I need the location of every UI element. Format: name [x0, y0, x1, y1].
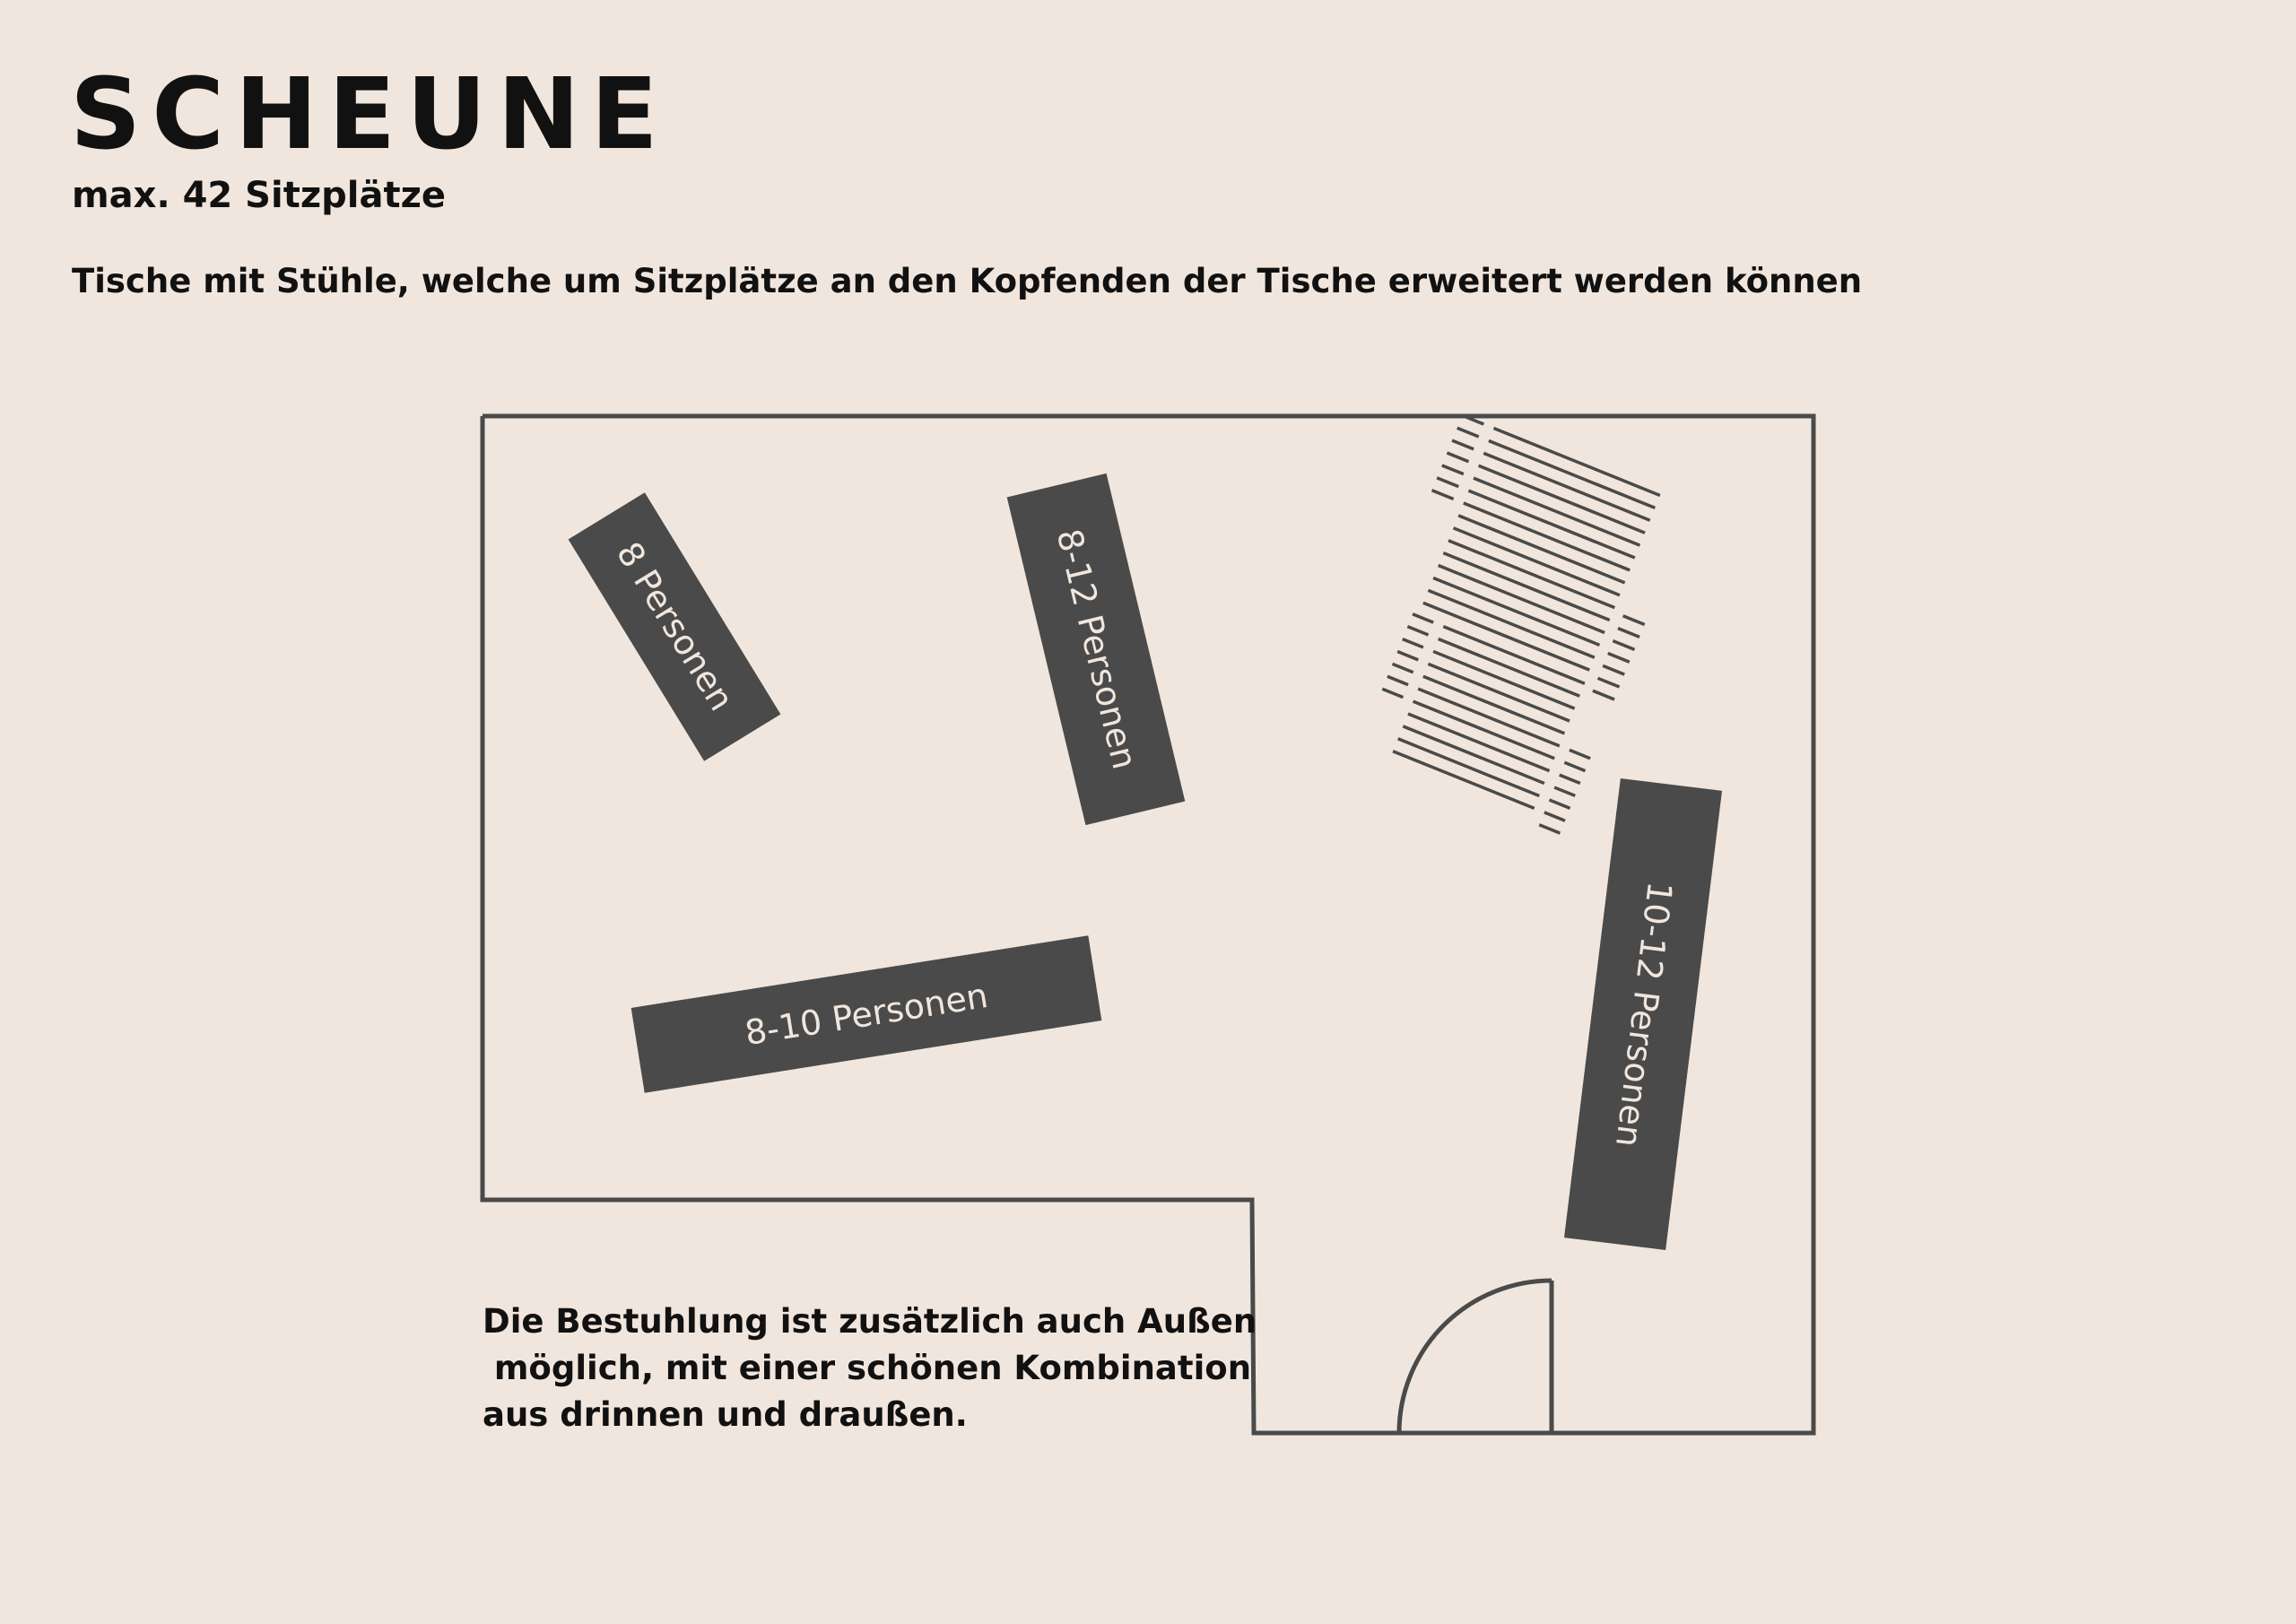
table-label: 8-10 Personen	[742, 975, 991, 1054]
capacity-label: max. 42 Sitzplätze	[72, 175, 446, 216]
table-label: 8 Personen	[608, 534, 742, 718]
table-label: 10-12 Personen	[1608, 879, 1680, 1150]
stacked-tables-chairs	[1357, 415, 1692, 833]
table-8-10-personen	[631, 935, 1102, 1093]
outdoor-seating-note	[483, 1298, 1290, 1438]
table-10-12-personen	[1564, 778, 1722, 1250]
table-label: 8-12 Personen	[1048, 525, 1145, 773]
door	[1399, 1281, 1552, 1433]
note-line: Die Bestuhlung ist zusätzlich auch Außen	[483, 1302, 1257, 1341]
page-title: SCHEUNE	[70, 56, 669, 171]
note-line: möglich, mit einer schönen Kombination	[483, 1349, 1252, 1387]
note-line: aus drinnen und draußen.	[483, 1395, 968, 1434]
table-8-personen	[569, 492, 781, 761]
description-text: Tische mit Stühle, welche um Sitzplätze an den Kopfenden der Tische erweitert werden können	[72, 262, 1863, 300]
table-8-12-personen	[1007, 473, 1186, 825]
